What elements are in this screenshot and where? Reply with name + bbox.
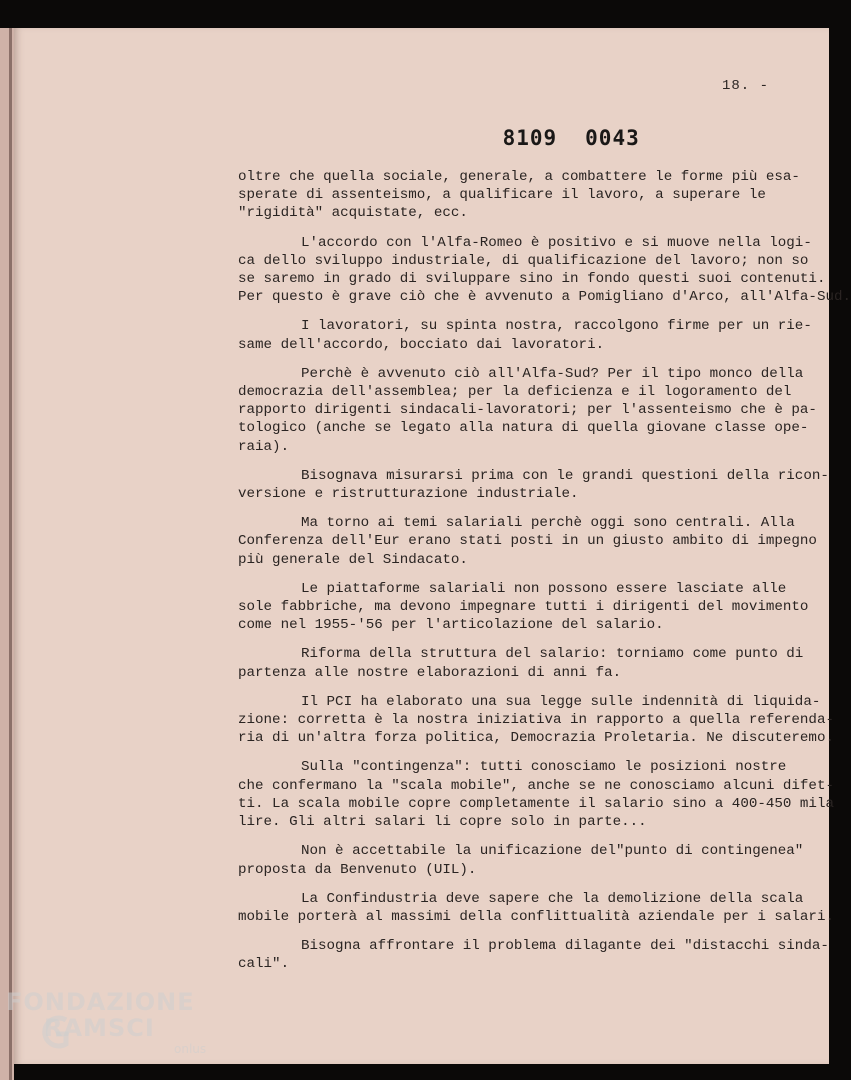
text-line: zione: corretta è la nostra iniziativa in rapporto a quella referenda-	[238, 712, 834, 729]
paragraph	[238, 890, 834, 926]
text-line: Bisogna affrontare il problema dilagante dei "distacchi sinda-	[301, 938, 829, 955]
text-line: Sulla "contingenza": tutti conosciamo le posizioni nostre	[301, 759, 787, 776]
paragraph	[238, 234, 851, 307]
text-line: Il PCI ha elaborato una sua legge sulle indennità di liquida-	[301, 693, 821, 710]
text-line: sperate di assenteismo, a qualificare il lavoro, a superare le	[238, 187, 766, 204]
typewritten-text	[238, 168, 851, 985]
text-line: partenza alle nostre elaborazioni di anni fa.	[238, 664, 622, 681]
text-line: I lavoratori, su spinta nostra, raccolgono firme per un rie-	[301, 318, 812, 335]
text-line: L'accordo con l'Alfa-Romeo è positivo e si muove nella logi-	[301, 234, 812, 251]
text-line: lire. Gli altri salari li copre solo in parte...	[238, 814, 647, 831]
text-line: oltre che quella sociale, generale, a combattere le forme più esa-	[238, 169, 800, 185]
paragraph	[238, 580, 808, 635]
paragraph	[238, 758, 834, 831]
text-line: raia).	[238, 438, 290, 455]
text-line: Ma torno ai temi salariali perchè oggi sono centrali. Alla	[301, 515, 795, 532]
text-line: versione e ristrutturazione industriale.	[238, 486, 579, 503]
paragraph	[238, 937, 829, 973]
paragraph	[238, 467, 829, 503]
document-page	[14, 28, 851, 1064]
text-line: democrazia dell'assemblea; per la deficienza e il logoramento del	[238, 384, 792, 401]
text-line: ti. La scala mobile copre completamente il salario sino a 400-450 mila	[238, 795, 834, 812]
text-line: "rigidità" acquistate, ecc.	[238, 205, 468, 222]
paragraph	[238, 365, 817, 456]
text-line: tologico (anche se legato alla natura di quella giovane classe ope-	[238, 420, 809, 437]
text-line: same dell'accordo, bocciato dai lavoratori.	[238, 336, 605, 353]
text-line: rapporto dirigenti sindacali-lavoratori; per l'assenteismo che è pa-	[238, 402, 817, 419]
paragraph	[238, 317, 812, 353]
binding-shadow	[9, 28, 12, 1080]
stamp-sequence: 0043	[585, 126, 640, 150]
paragraph	[238, 693, 834, 748]
text-line: più generale del Sindacato.	[238, 551, 468, 568]
watermark-line-1: FONDAZIONE	[6, 988, 195, 1016]
text-line: Riforma della struttura del salario: torniamo come punto di	[301, 646, 804, 663]
text-line: Per questo è grave ciò che è avvenuto a Pomigliano d'Arco, all'Alfa-Sud.	[238, 289, 851, 306]
text-line: cali".	[238, 956, 290, 973]
paragraph	[238, 168, 808, 223]
page-number: 18. -	[721, 78, 769, 94]
paragraph	[238, 842, 808, 878]
text-line: Le piattaforme salariali non possono essere lasciate alle	[301, 580, 787, 597]
paragraph	[238, 645, 808, 681]
text-line: che confermano la "scala mobile", anche se ne conosciamo alcuni difet-	[238, 777, 834, 794]
text-line: se saremo in grado di sviluppare sino in fondo questi suoi contenuti.	[238, 271, 826, 288]
text-line: ria di un'altra forza politica, Democrazia Proletaria. Ne discuteremo.	[238, 730, 834, 747]
text-line: ca dello sviluppo industriale, di qualificazione del lavoro; non so	[238, 252, 809, 269]
text-line: Bisognava misurarsi prima con le grandi questioni della ricon-	[301, 467, 829, 484]
watermark-line-3: onlus	[174, 1042, 207, 1056]
text-line: Non è accettabile la unificazione del"punto di contingenea"	[301, 843, 804, 860]
text-line: Perchè è avvenuto ciò all'Alfa-Sud? Per il tipo monco della	[301, 365, 804, 382]
stamp-series: 8109	[502, 126, 558, 150]
text-line: mobile porterà al massimi della conflittualità aziendale per i salari.	[238, 908, 834, 925]
text-line: come nel 1955-'56 per l'articolazione del salario.	[238, 617, 664, 634]
text-line: proposta da Benvenuto (UIL).	[238, 861, 477, 878]
archive-stamp	[448, 102, 640, 174]
watermark-line-2: RAMSCI	[44, 1014, 155, 1042]
fondazione-gramsci-watermark	[6, 988, 216, 1068]
text-line: La Confindustria deve sapere che la demolizione della scala	[301, 890, 804, 907]
text-line: Conferenza dell'Eur erano stati posti in un giusto ambito di impegno	[238, 533, 817, 550]
paragraph	[238, 514, 817, 569]
text-line: sole fabbriche, ma devono impegnare tutti i dirigenti del movimento	[238, 599, 809, 616]
